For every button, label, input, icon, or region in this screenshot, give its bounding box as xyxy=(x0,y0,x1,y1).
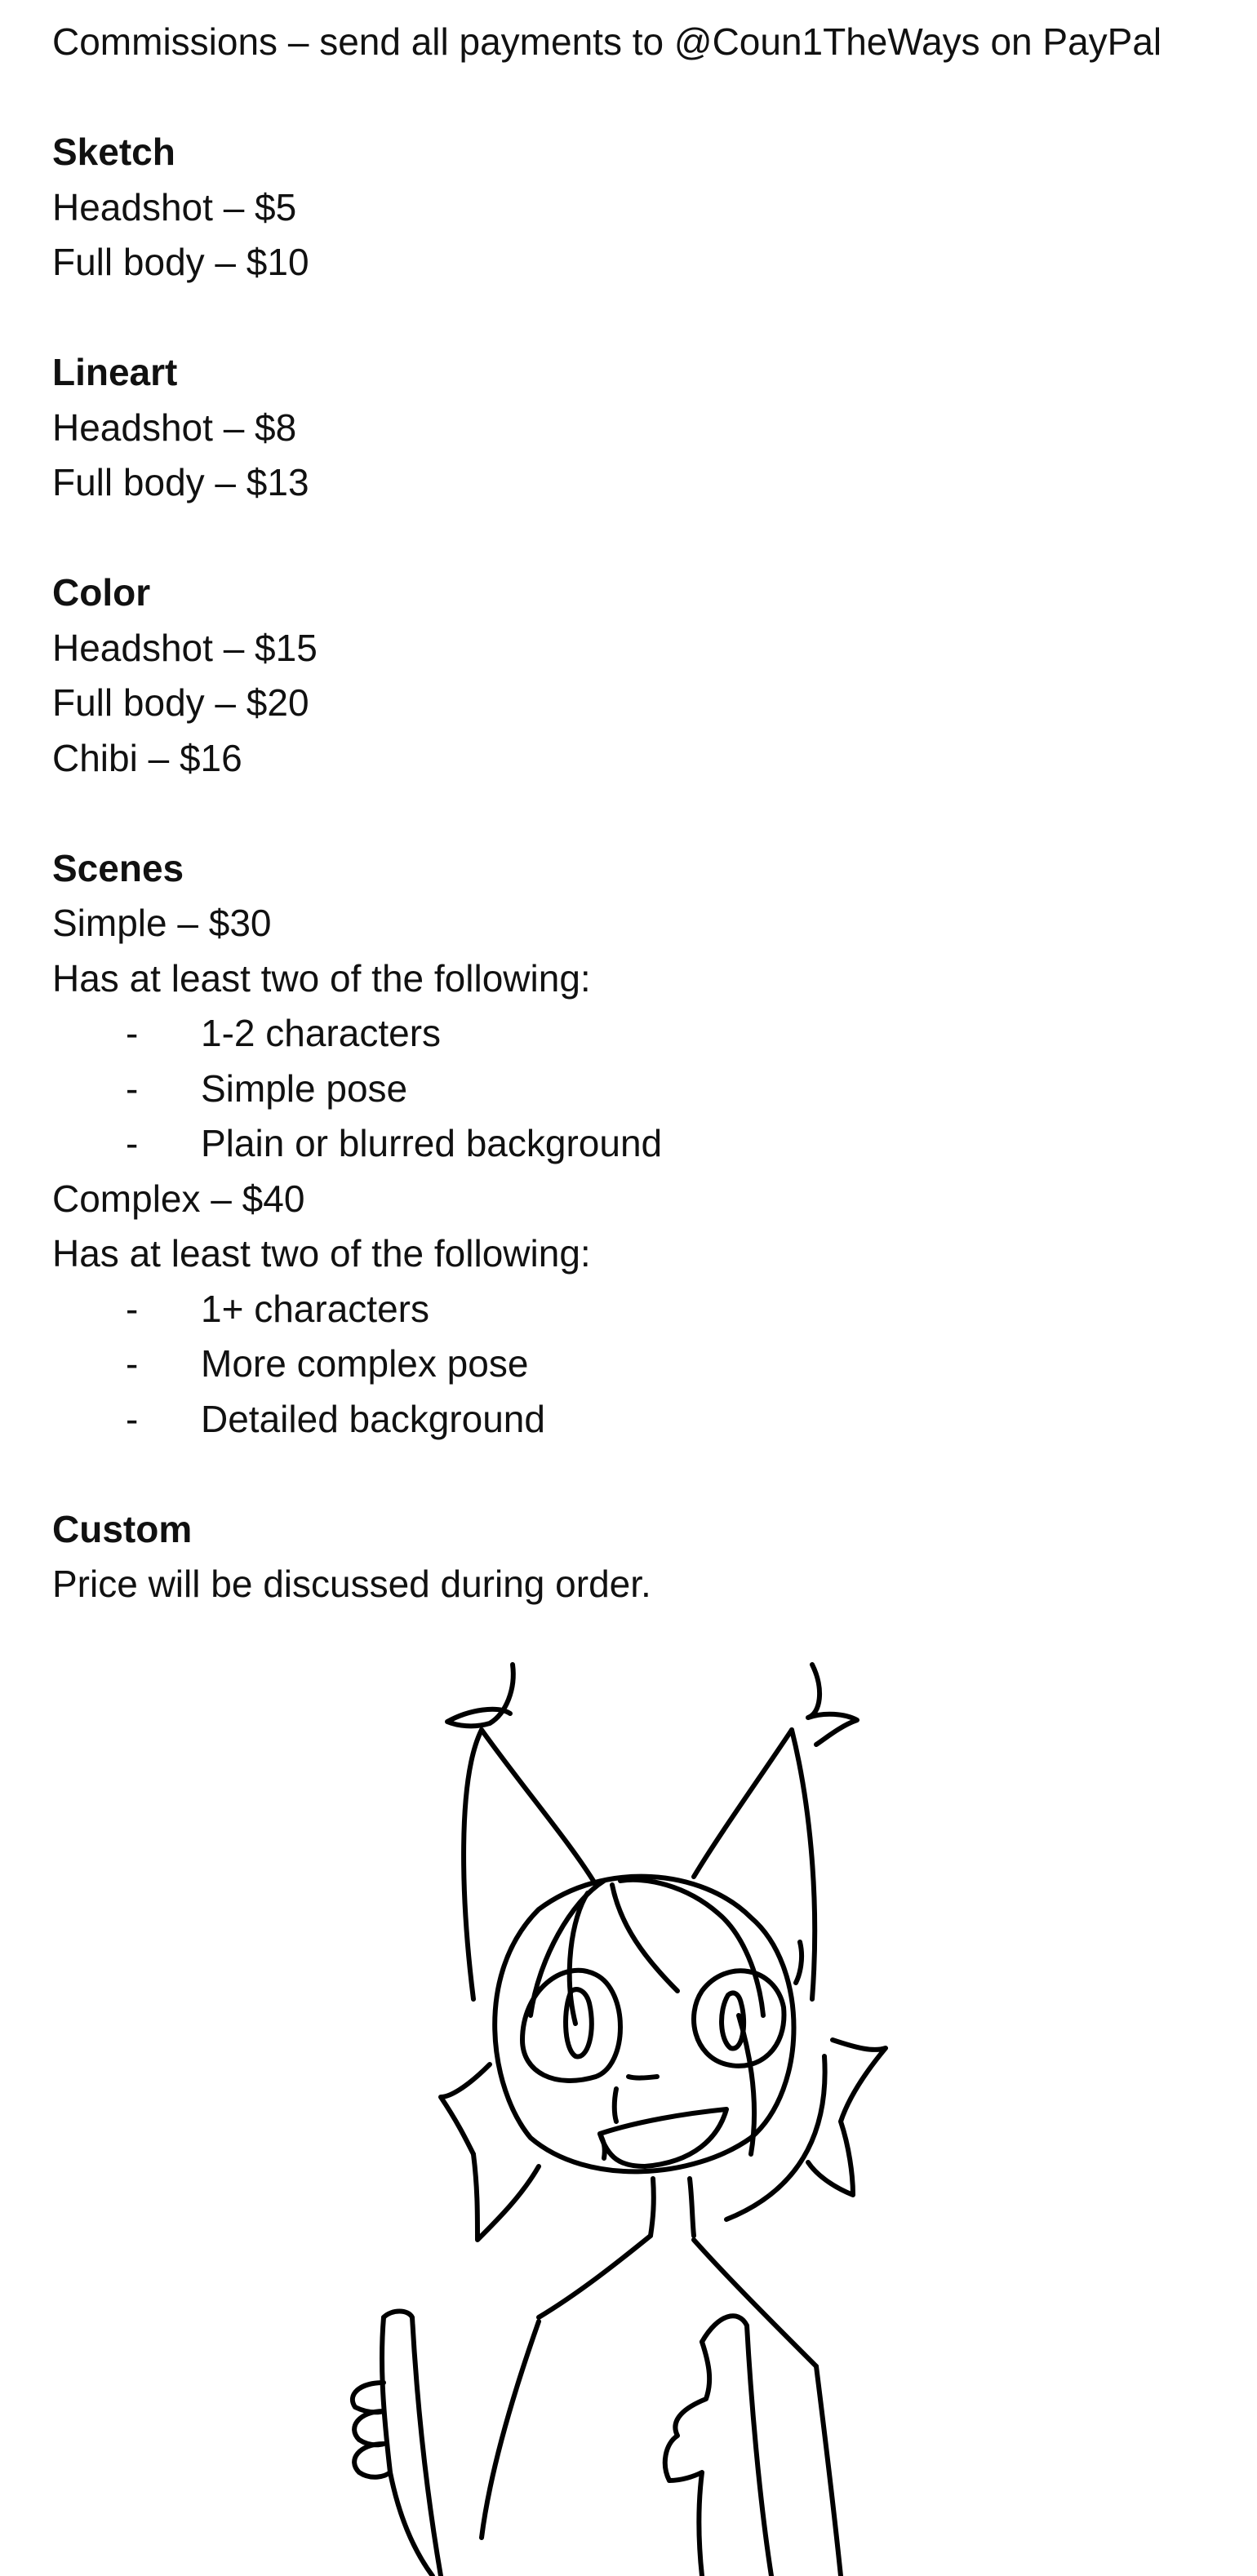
list-item xyxy=(52,1392,1244,1448)
list-item-text: Plain or blurred background xyxy=(201,1122,663,1164)
section-heading-color: Color xyxy=(52,571,151,614)
section-heading-scenes: Scenes xyxy=(52,846,184,889)
list-item xyxy=(52,1282,1244,1337)
price-item: Headshot – $15 xyxy=(52,626,318,669)
bullet-marker: - xyxy=(126,1342,139,1385)
price-item: Headshot – $5 xyxy=(52,185,297,228)
list-item xyxy=(52,1062,1244,1117)
list-item xyxy=(52,1337,1244,1392)
price-item: Full body – $10 xyxy=(52,241,309,283)
price-item-simple: Simple – $30 xyxy=(52,902,272,944)
list-item-text: 1+ characters xyxy=(201,1287,429,1330)
list-item-text: Detailed background xyxy=(201,1397,545,1440)
section-heading-sketch: Sketch xyxy=(52,131,175,173)
bullet-marker: - xyxy=(126,1012,139,1054)
price-item: Full body – $20 xyxy=(52,681,309,724)
section-heading-lineart: Lineart xyxy=(52,351,178,393)
list-item xyxy=(52,1116,1244,1172)
price-item-complex: Complex – $40 xyxy=(52,1177,305,1220)
requirements-intro: Has at least two of the following: xyxy=(52,956,591,1000)
page-title: Commissions – send all payments to @Coun1TheWays on PayPal xyxy=(52,20,1162,63)
bullet-marker: - xyxy=(126,1397,139,1440)
list-item-text: Simple pose xyxy=(201,1066,408,1110)
price-item: Headshot – $8 xyxy=(52,406,297,449)
section-heading-custom: Custom xyxy=(52,1507,193,1550)
bullet-marker: - xyxy=(126,1287,139,1330)
requirements-intro: Has at least two of the following: xyxy=(52,1232,591,1275)
price-item: Chibi – $16 xyxy=(52,736,242,779)
list-item xyxy=(52,1006,1244,1062)
bullet-marker: - xyxy=(126,1122,139,1164)
list-item-text: More complex pose xyxy=(201,1342,529,1385)
price-item: Full body – $13 xyxy=(52,461,309,503)
list-item-text: 1-2 characters xyxy=(201,1012,442,1054)
custom-price-note: Price will be discussed during order. xyxy=(52,1563,651,1605)
document-body xyxy=(52,15,1244,1612)
cat-character-thumbs-up-sketch-icon xyxy=(0,1648,1257,2576)
bullet-marker: - xyxy=(126,1066,139,1110)
